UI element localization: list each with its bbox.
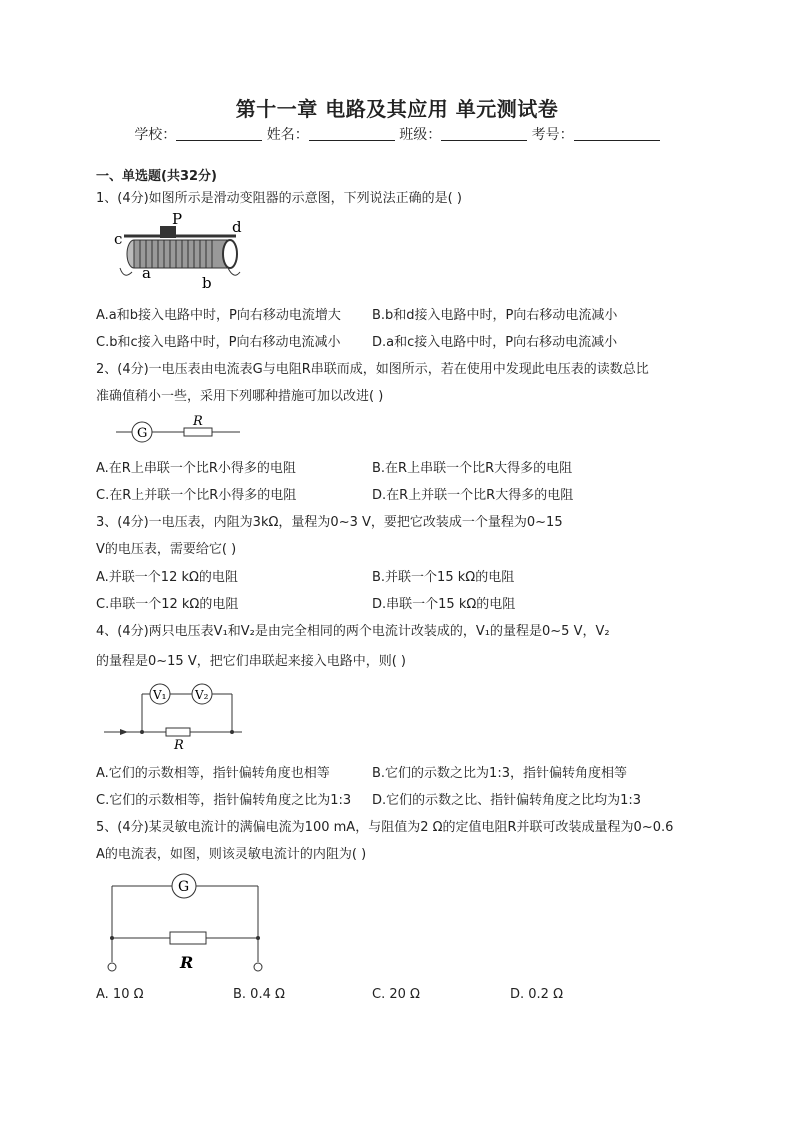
school-blank[interactable]	[176, 126, 262, 141]
name-label: 姓名：	[266, 127, 309, 143]
ammeter-figure	[100, 872, 270, 976]
q5-option-a[interactable]: A. 10 Ω	[96, 987, 144, 1002]
label-d: d	[232, 218, 242, 236]
label-c: c	[114, 230, 123, 248]
q2-option-b[interactable]: B.在R上串联一个比R大得多的电阻	[372, 461, 573, 476]
galvanometer-label: G	[137, 426, 148, 441]
q4-option-b[interactable]: B.它们的示数之比为1:3，指针偏转角度相等	[372, 766, 627, 781]
q3-option-b[interactable]: B.并联一个15 kΩ的电阻	[372, 570, 515, 585]
q3-stem-line2: V的电压表，需要给它( )	[96, 542, 237, 557]
label-a: a	[142, 264, 151, 282]
resistor-label: R	[193, 414, 203, 429]
q2-stem-line1: 2、(4分)一电压表由电流表G与电阻R串联而成，如图所示，若在使用中发现此电压表的读数总比	[96, 362, 649, 377]
label-p: P	[172, 210, 183, 228]
q3-option-a[interactable]: A.并联一个12 kΩ的电阻	[96, 570, 238, 585]
page-title: 第十一章 电路及其应用 单元测试卷	[235, 97, 559, 121]
q5-stem-line1: 5、(4分)某灵敏电流计的满偏电流为100 mA，与阻值为2 Ω的定值电阻R并联可改装成量程为0~0.6	[96, 820, 674, 835]
q2-option-d[interactable]: D.在R上并联一个比R大得多的电阻	[372, 488, 574, 503]
q3-option-d[interactable]: D.串联一个15 kΩ的电阻	[372, 597, 516, 612]
resistor-label: R	[174, 738, 184, 752]
q4-stem-line2: 的量程是0~15 V，把它们串联起来接入电路中，则( )	[96, 654, 407, 669]
q3-option-c[interactable]: C.串联一个12 kΩ的电阻	[96, 597, 239, 612]
class-label: 班级：	[399, 127, 442, 143]
section-title: 一、单选题(共32分)	[96, 169, 217, 184]
q5-stem-line2: A的电流表，如图，则该灵敏电流计的内阻为( )	[96, 847, 367, 862]
galvanometer-label: G	[178, 879, 190, 895]
q2-stem-line2: 准确值稍小一些，采用下列哪种措施可加以改进( )	[96, 389, 384, 404]
resistor-label: R	[180, 953, 194, 972]
name-blank[interactable]	[309, 126, 395, 141]
q2-option-a[interactable]: A.在R上串联一个比R小得多的电阻	[96, 461, 296, 476]
q5-option-d[interactable]: D. 0.2 Ω	[510, 987, 564, 1002]
class-blank[interactable]	[441, 126, 527, 141]
v2-label: V₂	[195, 688, 209, 702]
label-b: b	[202, 274, 212, 290]
q3-stem-line1: 3、(4分)一电压表，内阻为3kΩ，量程为0~3 V，要把它改装成一个量程为0~15	[96, 515, 563, 530]
voltmeter-figure	[114, 412, 244, 446]
q4-stem-line1: 4、(4分)两只电压表V₁和V₂是由完全相同的两个电流计改装成的，V₁的量程是0~5 V，V₂	[96, 624, 610, 639]
two-voltmeters-figure	[104, 680, 244, 752]
q1-option-b[interactable]: B.b和d接入电路中时，P向右移动电流减小	[372, 308, 618, 323]
rheostat-figure	[110, 210, 250, 290]
q4-option-c[interactable]: C.它们的示数相等，指针偏转角度之比为1:3	[96, 793, 352, 808]
q4-option-a[interactable]: A.它们的示数相等，指针偏转角度也相等	[96, 766, 330, 781]
number-label: 考号：	[531, 127, 574, 143]
q5-option-b[interactable]: B. 0.4 Ω	[233, 987, 285, 1002]
student-info-row	[0, 124, 794, 144]
school-label: 学校：	[134, 127, 177, 143]
v1-label: V₁	[153, 688, 167, 702]
q5-option-c[interactable]: C. 20 Ω	[372, 987, 420, 1002]
q1-option-c[interactable]: C.b和c接入电路中时，P向右移动电流减小	[96, 335, 341, 350]
q1-option-a[interactable]: A.a和b接入电路中时，P向右移动电流增大	[96, 308, 341, 323]
q1-option-d[interactable]: D.a和c接入电路中时，P向右移动电流减小	[372, 335, 618, 350]
q1-stem: 1、(4分)如图所示是滑动变阻器的示意图，下列说法正确的是( )	[96, 191, 462, 206]
q2-option-c[interactable]: C.在R上并联一个比R小得多的电阻	[96, 488, 297, 503]
number-blank[interactable]	[574, 126, 660, 141]
q4-option-d[interactable]: D.它们的示数之比、指针偏转角度之比均为1:3	[372, 793, 642, 808]
